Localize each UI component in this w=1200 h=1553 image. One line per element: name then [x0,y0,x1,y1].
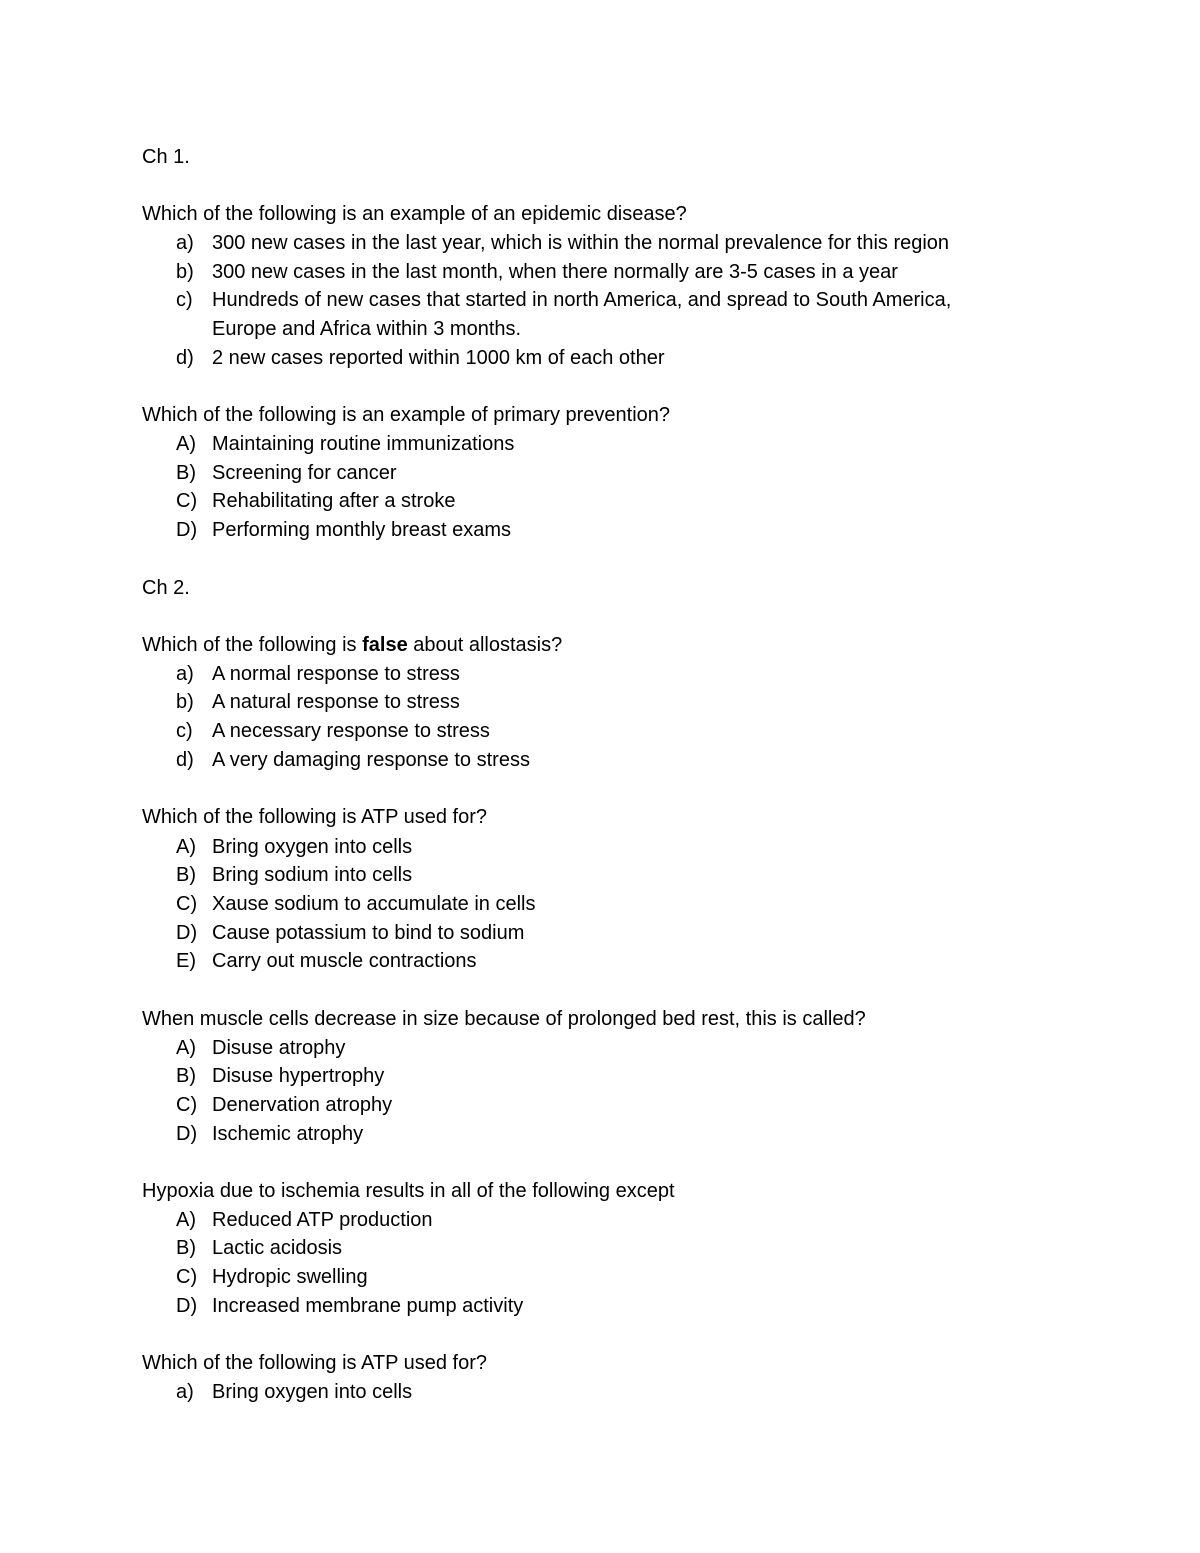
option-text: Performing monthly breast exams [212,519,512,541]
option-text: Bring oxygen into cells [212,836,413,858]
option-text: A necessary response to stress [212,720,490,742]
option-letter: D) [176,1295,198,1317]
question-text [142,633,562,657]
option-text: Maintaining routine immunizations [212,433,515,455]
option-letter: b) [176,261,194,283]
option-letter: A) [176,1209,196,1231]
option-letter: B) [176,864,196,886]
option-text: Xause sodium to accumulate in cells [212,893,536,915]
option-text: Hundreds of new cases that started in north America, and spread to South America, [212,289,952,311]
option-letter: a) [176,663,194,685]
option-letter: C) [176,893,198,915]
option-letter: A) [176,433,196,455]
option-letter: B) [176,1237,196,1259]
question-text: Which of the following is ATP used for? [142,1352,487,1374]
option-text-continuation: Europe and Africa within 3 months. [212,318,522,340]
option-text: Screening for cancer [212,462,397,484]
option-text: Carry out muscle contractions [212,950,477,972]
option-text: Increased membrane pump activity [212,1295,524,1317]
question-emphasis: false [362,634,408,656]
question-text-part: Which of the following is [142,634,363,656]
option-text: Rehabilitating after a stroke [212,490,456,512]
option-letter: B) [176,1065,196,1087]
option-text: Disuse atrophy [212,1037,346,1059]
option-text: 300 new cases in the last month, when there normally are 3-5 cases in a year [212,261,898,283]
option-letter: d) [176,749,194,771]
option-text: A natural response to stress [212,691,460,713]
option-letter: c) [176,289,193,311]
option-text: Hydropic swelling [212,1266,368,1288]
question-text-part: about allostasis? [407,634,563,656]
option-text: Cause potassium to bind to sodium [212,922,525,944]
option-text: A normal response to stress [212,663,460,685]
option-letter: B) [176,462,196,484]
option-letter: C) [176,490,198,512]
option-letter: b) [176,691,194,713]
question-text: Hypoxia due to ischemia results in all of the following except [142,1180,675,1202]
section-heading: Ch 2. [142,577,190,599]
option-letter: d) [176,347,194,369]
option-text: Reduced ATP production [212,1209,433,1231]
option-letter: D) [176,1123,198,1145]
option-letter: c) [176,720,193,742]
option-text: A very damaging response to stress [212,749,530,771]
option-letter: D) [176,922,198,944]
option-text: 300 new cases in the last year, which is within the normal prevalence for this region [212,232,950,254]
question-text: Which of the following is an example of an epidemic disease? [142,203,687,225]
option-letter: a) [176,232,194,254]
option-text: Lactic acidosis [212,1237,343,1259]
question-text: Which of the following is an example of primary prevention? [142,404,671,426]
section-heading: Ch 1. [142,146,190,168]
option-letter: A) [176,1037,196,1059]
question-text: When muscle cells decrease in size because of prolonged bed rest, this is called? [142,1008,866,1030]
option-letter: a) [176,1381,194,1403]
option-letter: C) [176,1094,198,1116]
option-letter: E) [176,950,196,972]
option-text: Disuse hypertrophy [212,1065,385,1087]
option-text: Ischemic atrophy [212,1123,364,1145]
option-letter: D) [176,519,198,541]
option-text: 2 new cases reported within 1000 km of each other [212,347,665,369]
option-text: Denervation atrophy [212,1094,393,1116]
option-text: Bring oxygen into cells [212,1381,413,1403]
option-text: Bring sodium into cells [212,864,413,886]
option-letter: A) [176,836,196,858]
option-letter: C) [176,1266,198,1288]
question-text: Which of the following is ATP used for? [142,806,487,828]
